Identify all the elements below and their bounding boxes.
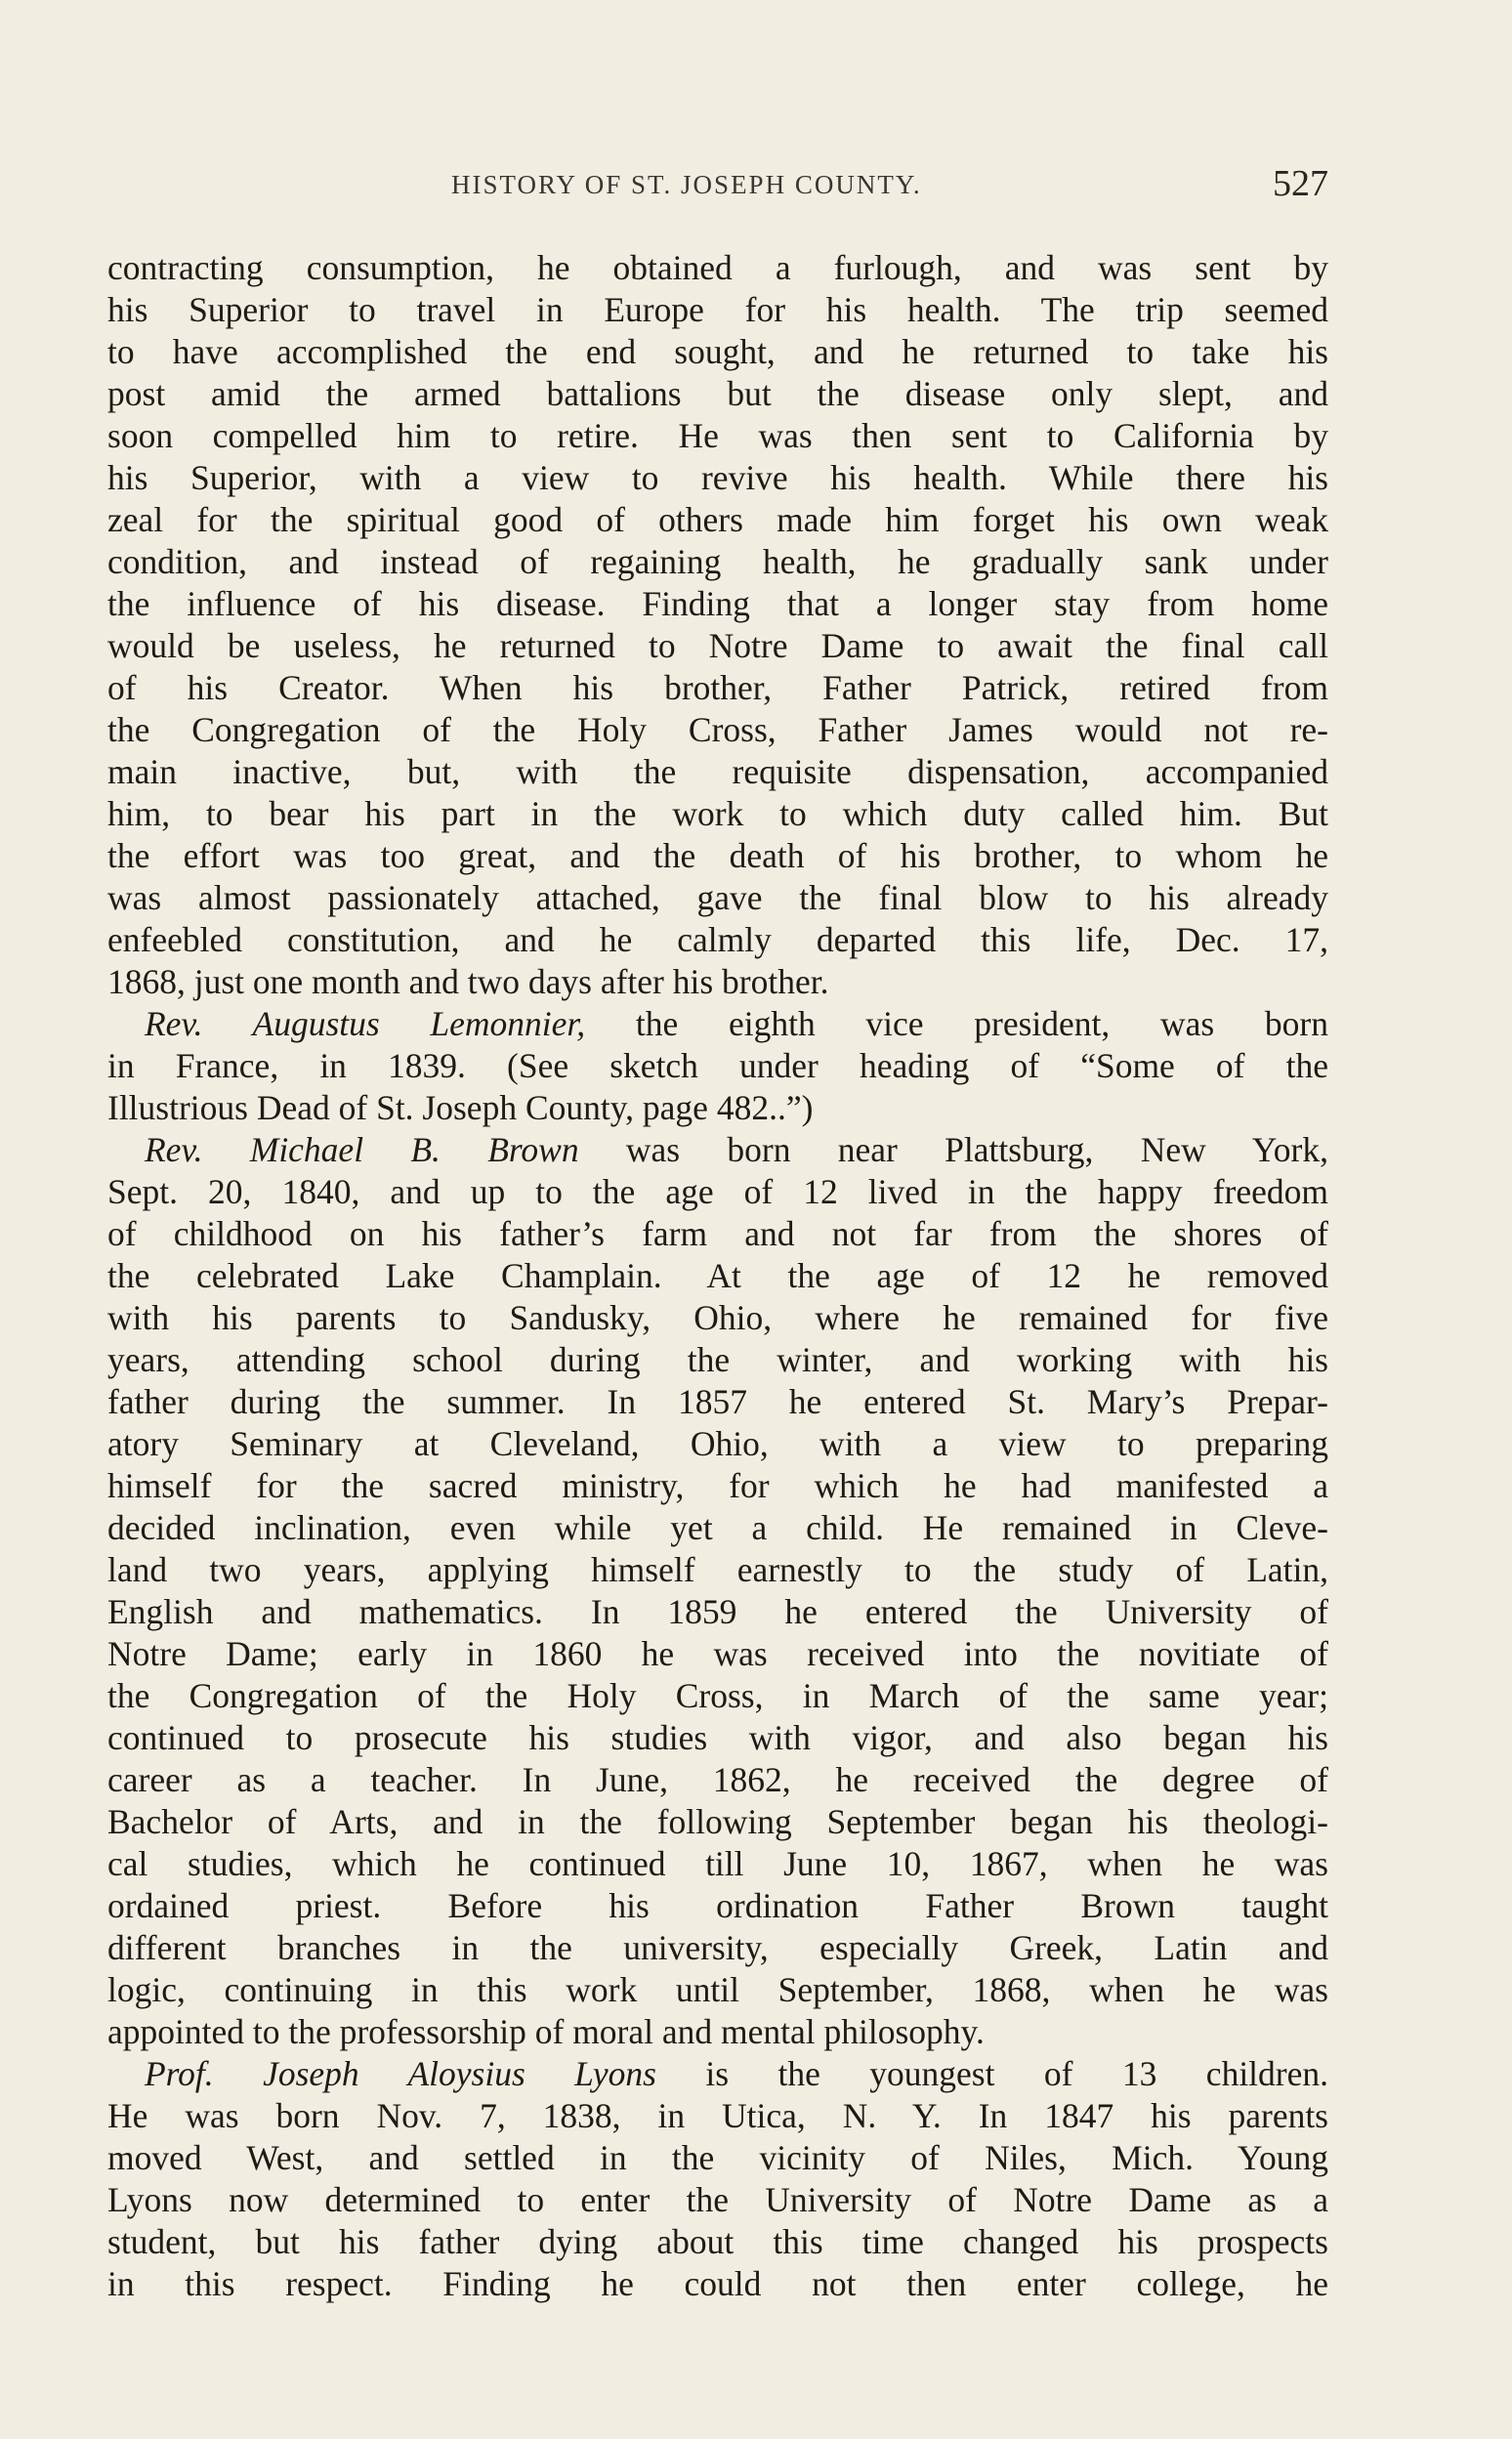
text-line: years, attending school during the winter, and working with his xyxy=(107,1340,1328,1379)
text-line: cal studies, which he continued till June 10, 1867, when he was xyxy=(107,1844,1328,1883)
text-line: Lyons now determined to enter the University of Notre Dame as a xyxy=(107,2180,1328,2219)
text-line: moved West, and settled in the vicinity of Niles, Mich. Young xyxy=(107,2138,1328,2177)
text-line: career as a teacher. In June, 1862, he received the degree of xyxy=(107,1760,1328,1799)
text-line: atory Seminary at Cleveland, Ohio, with a view to preparing xyxy=(107,1424,1328,1463)
text-run: is the youngest of 13 children. xyxy=(655,2054,1328,2093)
text-line: of childhood on his father’s farm and not far from the shores of xyxy=(107,1214,1328,1253)
text-line: different branches in the university, especially Greek, Latin and xyxy=(107,1928,1328,1967)
text-line: in this respect. Finding he could not then enter college, he xyxy=(107,2264,1328,2303)
text-line: contracting consumption, he obtained a furlough, and was sent by xyxy=(107,248,1328,287)
text-line: appointed to the professorship of moral and mental philosophy. xyxy=(107,2012,985,2051)
text-line: decided inclination, even while yet a child. He remained in Cleve- xyxy=(107,1508,1328,1547)
text-run: was born near Plattsburg, New York, xyxy=(578,1130,1328,1169)
running-title: HISTORY OF ST. JOSEPH COUNTY. xyxy=(451,170,922,199)
text-line: main inactive, but, with the requisite dispensation, accompanied xyxy=(107,752,1328,791)
text-line: of his Creator. When his brother, Father Patrick, retired from xyxy=(107,668,1328,707)
person-name: Rev. Michael B. Brown xyxy=(145,1130,579,1169)
text-line: was almost passionately attached, gave the final blow to his already xyxy=(107,878,1328,917)
text-line xyxy=(107,1003,1328,1045)
page-number: 527 xyxy=(1273,163,1328,204)
text-line: English and mathematics. In 1859 he entered the University of xyxy=(107,1592,1328,1631)
text-line: continued to prosecute his studies with vigor, and also began his xyxy=(107,1718,1328,1757)
text-line: his Superior, with a view to revive his health. While there his xyxy=(107,458,1328,497)
text-line: soon compelled him to retire. He was then sent to California by xyxy=(107,416,1328,455)
person-name: Prof. Joseph Aloysius Lyons xyxy=(145,2054,656,2093)
text-line: would be useless, he returned to Notre Dame to await the final call xyxy=(107,626,1328,665)
text-line xyxy=(107,1129,1328,1171)
text-line: to have accomplished the end sought, and he returned to take his xyxy=(107,332,1328,371)
text-line: land two years, applying himself earnestly to the study of Latin, xyxy=(107,1550,1328,1589)
text-line: him, to bear his part in the work to which duty called him. But xyxy=(107,794,1328,833)
text-line: the effort was too great, and the death of his brother, to whom he xyxy=(107,836,1328,875)
running-header xyxy=(107,162,1328,211)
text-line: the influence of his disease. Finding that a longer stay from home xyxy=(107,584,1328,623)
paragraph-lemonnier xyxy=(107,1003,1328,1129)
text-run: the eighth vice president, was born xyxy=(585,1004,1328,1043)
text-line: 1868, just one month and two days after his brother. xyxy=(107,962,829,1001)
paragraph-james-continuation xyxy=(107,247,1328,1003)
text-line: enfeebled constitution, and he calmly departed this life, Dec. 17, xyxy=(107,920,1328,959)
text-line: father during the summer. In 1857 he entered St. Mary’s Prepar- xyxy=(107,1382,1328,1421)
text-line: himself for the sacred ministry, for which he had manifested a xyxy=(107,1466,1328,1505)
paragraph-lyons xyxy=(107,2053,1328,2305)
text-line: his Superior to travel in Europe for his health. The trip seemed xyxy=(107,290,1328,329)
text-line: Sept. 20, 1840, and up to the age of 12 lived in the happy freedom xyxy=(107,1172,1328,1211)
text-line xyxy=(107,2053,1328,2095)
text-line: He was born Nov. 7, 1838, in Utica, N. Y. In 1847 his parents xyxy=(107,2096,1328,2135)
body-text xyxy=(107,247,1328,2305)
text-line: in France, in 1839. (See sketch under heading of “Some of the xyxy=(107,1046,1328,1085)
text-line: Bachelor of Arts, and in the following September began his theologi- xyxy=(107,1802,1328,1841)
paragraph-brown xyxy=(107,1129,1328,2053)
text-line: Illustrious Dead of St. Joseph County, page 482..”) xyxy=(107,1088,814,1127)
text-line: post amid the armed battalions but the disease only slept, and xyxy=(107,374,1328,413)
text-line: zeal for the spiritual good of others made him forget his own weak xyxy=(107,500,1328,539)
text-line: ordained priest. Before his ordination Father Brown taught xyxy=(107,1886,1328,1925)
text-line: the Congregation of the Holy Cross, in March of the same year; xyxy=(107,1676,1328,1715)
text-line: student, but his father dying about this time changed his prospects xyxy=(107,2222,1328,2261)
text-line: Notre Dame; early in 1860 he was received into the novitiate of xyxy=(107,1634,1328,1673)
text-line: logic, continuing in this work until September, 1868, when he was xyxy=(107,1970,1328,2009)
text-line: the Congregation of the Holy Cross, Father James would not re- xyxy=(107,710,1328,749)
text-line: condition, and instead of regaining health, he gradually sank under xyxy=(107,542,1328,581)
text-line: the celebrated Lake Champlain. At the age of 12 he removed xyxy=(107,1256,1328,1295)
person-name: Rev. Augustus Lemonnier, xyxy=(145,1004,586,1043)
text-line: with his parents to Sandusky, Ohio, where he remained for five xyxy=(107,1298,1328,1337)
